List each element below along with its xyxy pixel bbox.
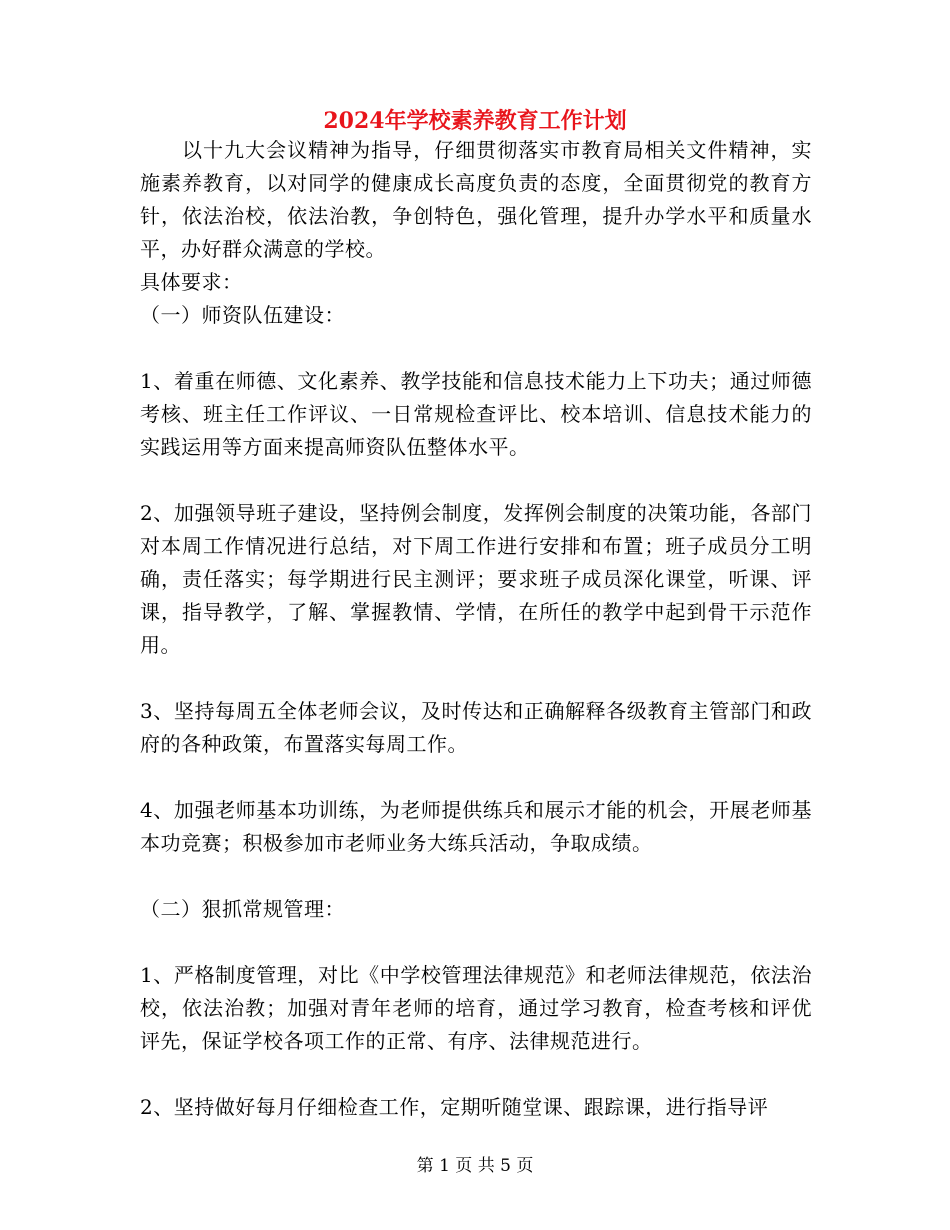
list-item: 2、加强领导班子建设，坚持例会制度，发挥例会制度的决策功能，各部门对本周工作情况进行总结，对下周工作进行安排和布置；班子成员分工明确，责任落实；每学期进行民主测评；要求班子成员深化课堂，听课、评课，指导教学，了解、掌握教情、学情，在所任的教学中起到骨干示范作用。 [140,501,812,657]
document-title: 2024年学校素养教育工作计划 [323,108,627,134]
document-body [140,134,812,1124]
page-number-footer: 第 1 页 共 5 页 [416,1156,534,1176]
requirements-heading: 具体要求： [140,270,243,294]
list-item: 4、加强老师基本功训练，为老师提供练兵和展示才能的机会，开展老师基本功竞赛；积极参加市老师业务大练兵活动，争取成绩。 [140,798,812,855]
list-item: 1、着重在师德、文化素养、教学技能和信息技术能力上下功夫；通过师德考核、班主任工作评议、一日常规检查评比、校本培训、信息技术能力的实践运用等方面来提高师资队伍整体水平。 [140,369,812,459]
list-item: 2、坚持做好每月仔细检查工作，定期听随堂课、跟踪课，进行指导评 [140,1095,769,1119]
intro-paragraph: 以十九大会议精神为指导，仔细贯彻落实市教育局相关文件精神，实施素养教育，以对同学的健康成长高度负责的态度，全面贯彻党的教育方针，依法治校，依法治教，争创特色，强化管理，提升办学水平和质量水平，办好群众满意的学校。 [140,138,812,261]
list-item: 3、坚持每周五全体老师会议，及时传达和正确解释各级教育主管部门和政府的各种政策，布置落实每周工作。 [140,699,812,756]
section-heading-teachers: （一）师资队伍建设： [140,303,345,327]
section-heading-management: （二）狠抓常规管理： [140,897,345,921]
list-item: 1、严格制度管理，对比《中学校管理法律规范》和老师法律规范，依法治校，依法治教；加强对青年老师的培育，通过学习教育，检查考核和评优评先，保证学校各项工作的正常、有序、法律规范进行。 [140,963,812,1053]
